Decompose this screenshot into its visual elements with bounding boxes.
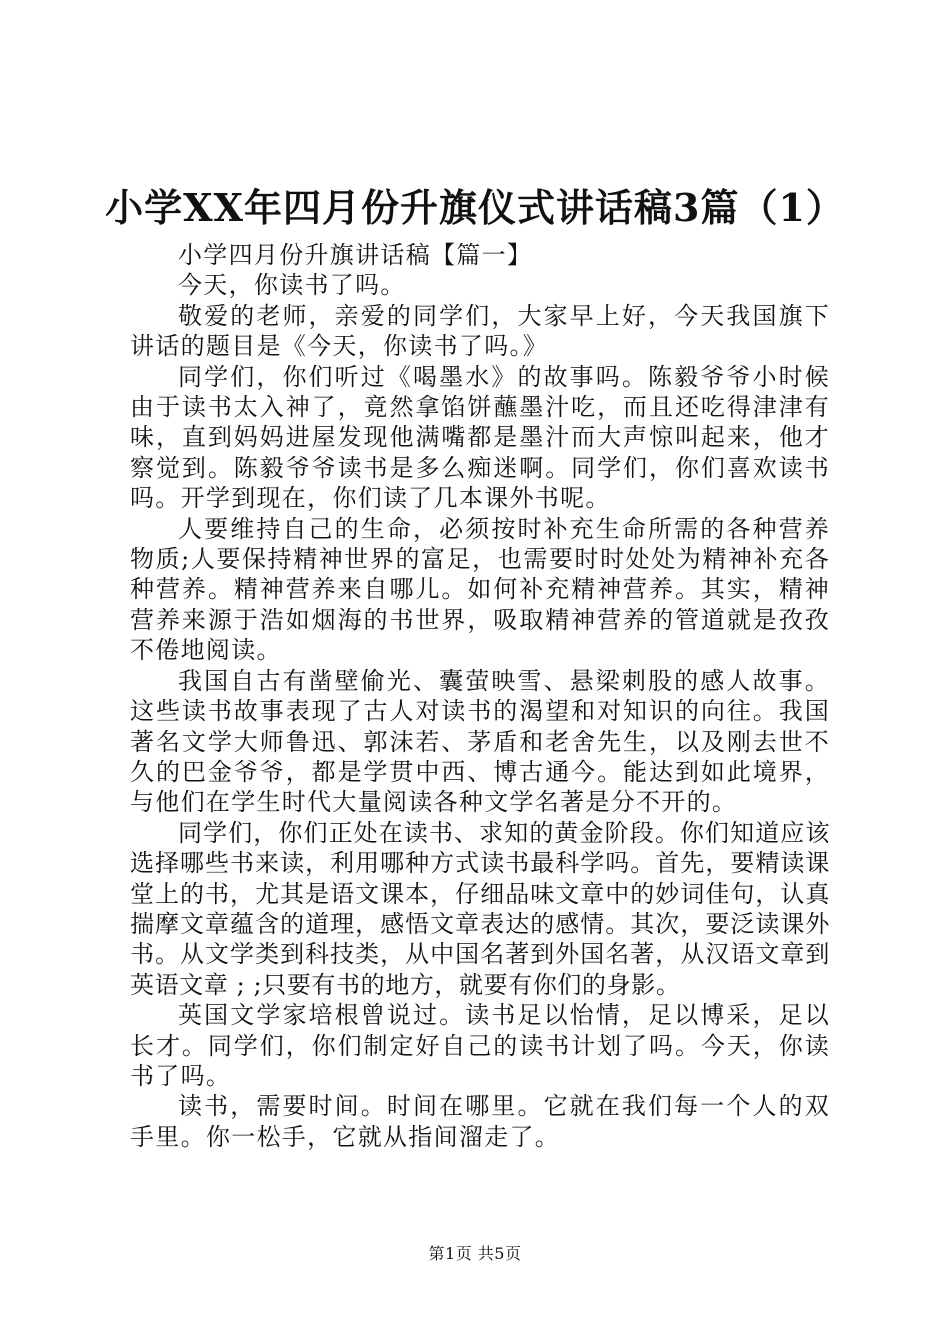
body-paragraph: 人要维持自己的生命，必须按时补充生命所需的各种营养物质;人要保持精神世界的富足，也需要时时处处为精神补充各种营养。精神营养来自哪儿。如何补充精神营养。其实，精神营养来源于浩如烟海的书世界，吸取精神营养的管道就是孜孜不倦地阅读。 — [130, 514, 830, 665]
document-body — [130, 240, 830, 1152]
speech-title-line: 今天，你读书了吗。 — [178, 271, 406, 300]
body-paragraph: 读书，需要时间。时间在哪里。它就在我们每一个人的双手里。你一松手，它就从指间溜走了。 — [130, 1092, 830, 1151]
section-heading: 小学四月份升旗讲话稿【篇一】 — [178, 241, 533, 269]
body-paragraph: 敬爱的老师，亲爱的同学们，大家早上好，今天我国旗下讲话的题目是《今天，你读书了吗。》 — [130, 301, 830, 361]
body-paragraph: 英国文学家培根曾说过。读书足以怡情，足以博采，足以长才。同学们，你们制定好自己的读书计划了吗。今天，你读书了吗。 — [130, 1001, 830, 1090]
body-paragraph: 我国自古有凿壁偷光、囊萤映雪、悬梁刺股的感人故事。这些读书故事表现了古人对读书的渴望和对知识的向往。我国著名文学大师鲁迅、郭沫若、茅盾和老舍先生，以及刚去世不久的巴金爷爷，都是学贯中西、博古通今。能达到如此境界，与他们在学生时代大量阅读各种文学名著是分不开的。 — [130, 666, 830, 817]
body-paragraph: 同学们，你们听过《喝墨水》的故事吗。陈毅爷爷小时候由于读书太入神了，竟然拿馅饼蘸墨汁吃，而且还吃得津津有味，直到妈妈进屋发现他满嘴都是墨汁而大声惊叫起来，他才察觉到。陈毅爷爷读书是多么痴迷啊。同学们，你们喜欢读书吗。开学到现在，你们读了几本课外书呢。 — [130, 362, 830, 513]
page-footer: 第1页 共5页 — [428, 1244, 522, 1263]
body-paragraph: 同学们，你们正处在读书、求知的黄金阶段。你们知道应该选择哪些书来读，利用哪种方式读书最科学吗。首先，要精读课堂上的书，尤其是语文课本，仔细品味文章中的妙词佳句，认真揣摩文章蕴含的道理，感悟文章表达的感情。其次，要泛读课外书。从文学类到科技类，从中国名著到外国名著，从汉语文章到英语文章 ; ;只要有书的地方，就要有你们的身影。 — [130, 818, 830, 999]
document-title: 小学XX年四月份升旗仪式讲话稿3篇（1） — [105, 185, 845, 230]
